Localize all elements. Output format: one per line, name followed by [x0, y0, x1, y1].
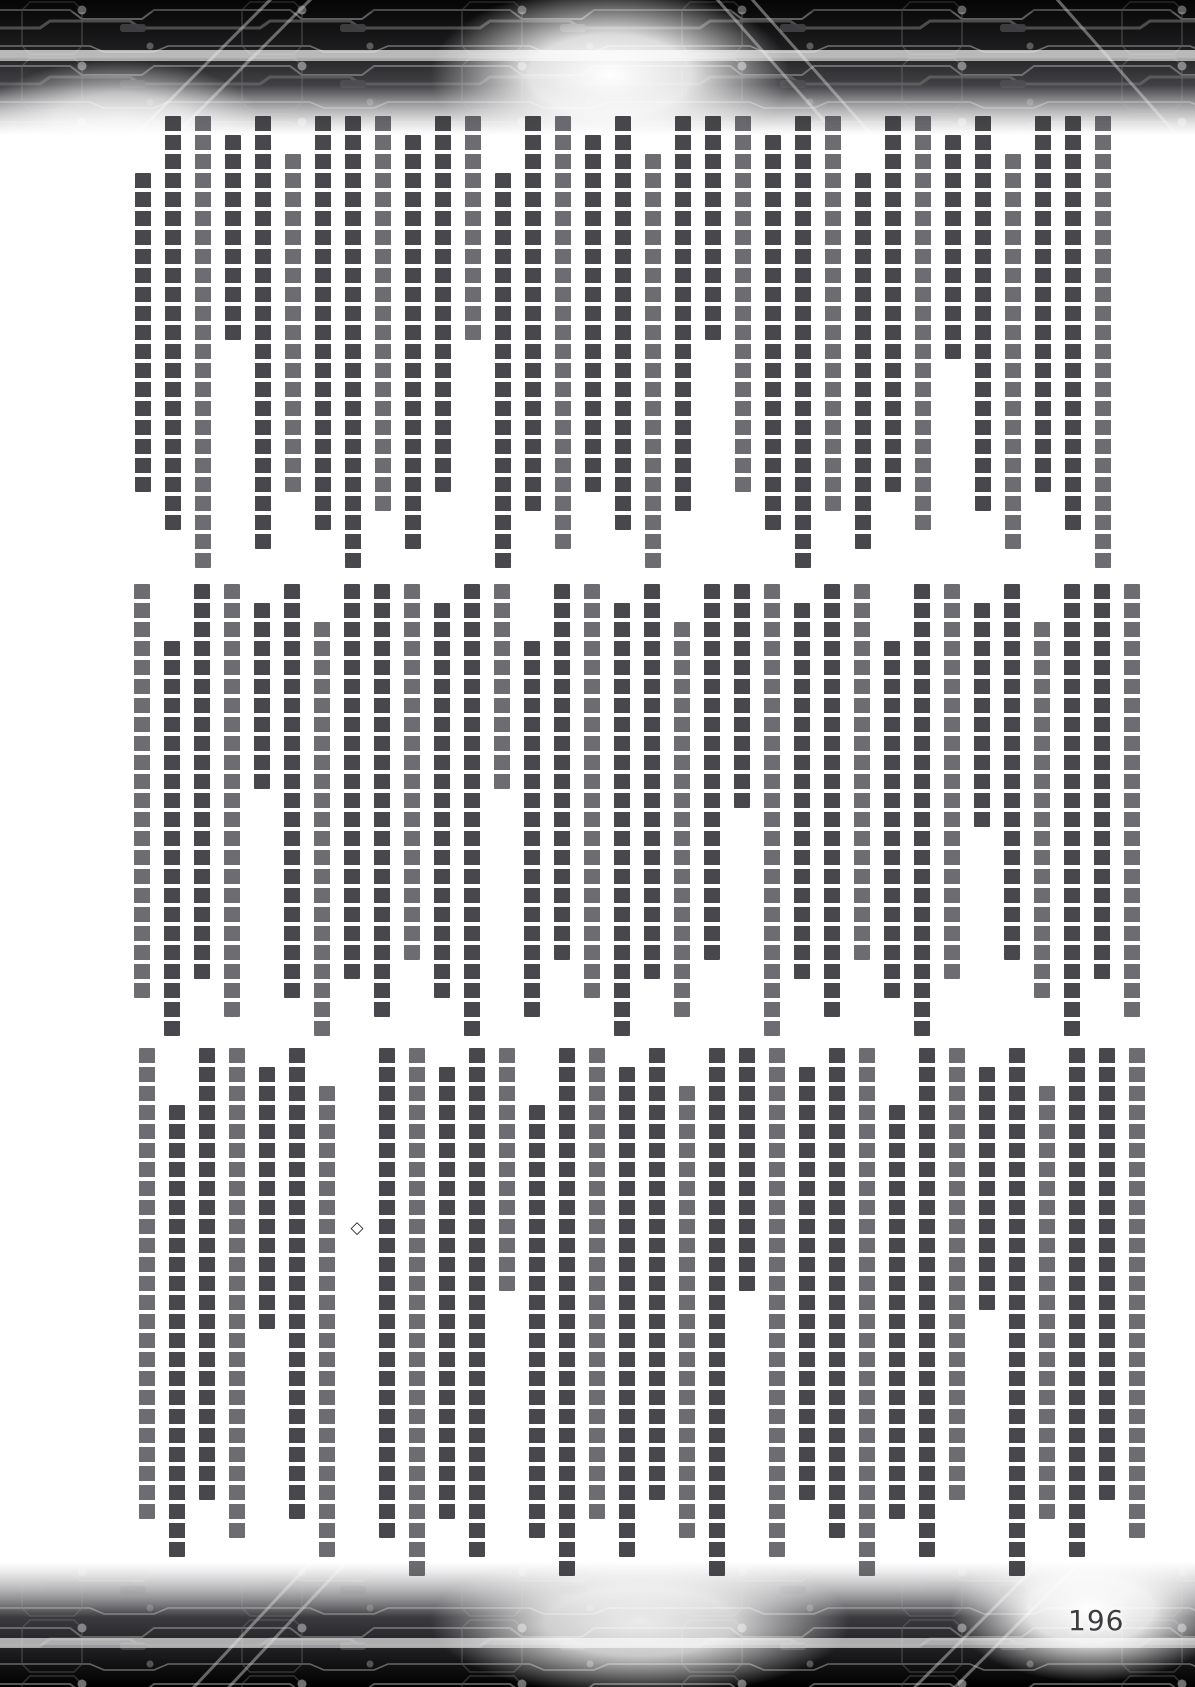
text-column-redacted	[135, 173, 151, 492]
text-column-redacted	[1095, 116, 1111, 568]
text-column-redacted	[499, 1048, 515, 1291]
top-circuit-border	[0, 0, 1195, 135]
text-column-redacted	[315, 116, 331, 530]
text-column-redacted	[439, 1067, 455, 1519]
text-column-redacted	[225, 135, 241, 340]
text-column-redacted	[679, 1086, 695, 1538]
text-column-redacted	[289, 1048, 305, 1519]
text-column-redacted	[769, 1048, 785, 1557]
text-column-redacted	[974, 603, 990, 827]
text-column-redacted	[615, 116, 631, 530]
text-column-redacted	[739, 1048, 755, 1291]
text-column-redacted	[799, 1067, 815, 1500]
text-column-redacted	[1004, 584, 1020, 960]
text-column-redacted	[1094, 584, 1110, 979]
text-column-redacted	[765, 135, 781, 530]
text-column-redacted	[829, 1048, 845, 1538]
text-column-redacted	[884, 641, 900, 998]
text-column-redacted	[1124, 584, 1140, 1017]
text-column-redacted	[1035, 116, 1051, 492]
text-column-redacted	[585, 135, 601, 492]
text-column-redacted	[164, 641, 180, 1036]
text-column-redacted	[525, 116, 541, 511]
text-column-redacted	[949, 1048, 965, 1500]
text-column-redacted	[794, 603, 810, 979]
text-column-redacted	[1065, 116, 1081, 530]
text-column-redacted	[649, 1048, 665, 1500]
text-column-redacted	[229, 1048, 245, 1538]
text-column-redacted	[374, 584, 390, 1017]
text-column-redacted	[379, 1048, 395, 1538]
text-column-redacted	[825, 116, 841, 511]
text-column-redacted	[915, 116, 931, 530]
text-column-redacted	[644, 584, 660, 979]
text-column-redacted	[1005, 154, 1021, 549]
text-column-redacted	[469, 1048, 485, 1557]
text-column-redacted	[554, 584, 570, 960]
text-column-redacted	[919, 1048, 935, 1557]
text-column-redacted	[254, 603, 270, 789]
text-column-redacted	[435, 116, 451, 492]
text-column-redacted	[555, 116, 571, 549]
text-column-redacted	[194, 584, 210, 979]
text-column-redacted	[1039, 1086, 1055, 1519]
text-column-redacted	[705, 116, 721, 340]
text-column-redacted	[734, 584, 750, 808]
text-column-redacted	[465, 116, 481, 340]
text-column-redacted	[709, 1048, 725, 1576]
page-number: 196	[1068, 1604, 1125, 1637]
text-column-redacted	[409, 1048, 425, 1576]
text-column-redacted	[285, 154, 301, 492]
text-column-redacted	[945, 135, 961, 359]
text-column-redacted	[584, 584, 600, 998]
text-column-redacted	[735, 116, 751, 492]
text-column-redacted	[319, 1086, 335, 1557]
text-column-redacted	[975, 116, 991, 511]
text-column-redacted	[1064, 584, 1080, 1036]
text-column-redacted	[619, 1067, 635, 1557]
text-column-redacted	[199, 1048, 215, 1500]
text-column-redacted	[889, 1105, 905, 1519]
text-column-redacted	[165, 116, 181, 530]
text-column-redacted	[855, 173, 871, 549]
text-column-redacted	[259, 1067, 275, 1329]
text-column-redacted	[375, 116, 391, 511]
text-block-1	[135, 116, 1111, 586]
text-column-redacted	[405, 135, 421, 549]
text-column-redacted	[704, 584, 720, 960]
text-column-redacted	[169, 1105, 185, 1557]
text-column-redacted	[589, 1048, 605, 1519]
text-column-redacted	[529, 1105, 545, 1538]
text-column-redacted	[1009, 1048, 1025, 1576]
text-column-redacted	[859, 1048, 875, 1576]
text-column-redacted	[764, 584, 780, 1036]
text-column-redacted	[944, 584, 960, 979]
text-column-redacted	[434, 603, 450, 998]
text-column-redacted	[284, 584, 300, 998]
text-column-redacted	[1069, 1048, 1085, 1557]
text-column-redacted	[524, 641, 540, 1017]
text-column-redacted	[854, 584, 870, 960]
text-column-redacted	[645, 154, 661, 568]
text-column-redacted	[914, 584, 930, 1036]
text-column-redacted	[404, 584, 420, 960]
text-column-redacted	[1034, 622, 1050, 998]
text-column-redacted	[795, 116, 811, 568]
text-column-redacted	[224, 584, 240, 1017]
text-column-redacted	[139, 1048, 155, 1519]
text-column-redacted	[314, 622, 330, 1036]
text-column-redacted	[559, 1048, 575, 1576]
text-column-redacted	[345, 116, 361, 568]
text-column-redacted	[344, 584, 360, 979]
text-column-redacted	[1099, 1048, 1115, 1500]
text-column-redacted	[134, 584, 150, 998]
text-block-2	[134, 584, 1140, 1054]
text-column-redacted	[494, 584, 510, 789]
text-column-redacted	[674, 622, 690, 1017]
text-column-redacted	[614, 603, 630, 1036]
text-column-redacted	[885, 116, 901, 492]
text-column-redacted	[495, 173, 511, 568]
section-divider: ◇	[350, 1218, 364, 1238]
text-column-redacted	[255, 116, 271, 549]
text-column-redacted	[824, 584, 840, 1017]
text-block-3	[139, 1048, 1145, 1593]
text-column-redacted	[979, 1067, 995, 1310]
text-column-redacted	[195, 116, 211, 568]
text-column-redacted	[1129, 1048, 1145, 1538]
text-column-redacted	[675, 116, 691, 511]
text-column-redacted	[464, 584, 480, 1036]
